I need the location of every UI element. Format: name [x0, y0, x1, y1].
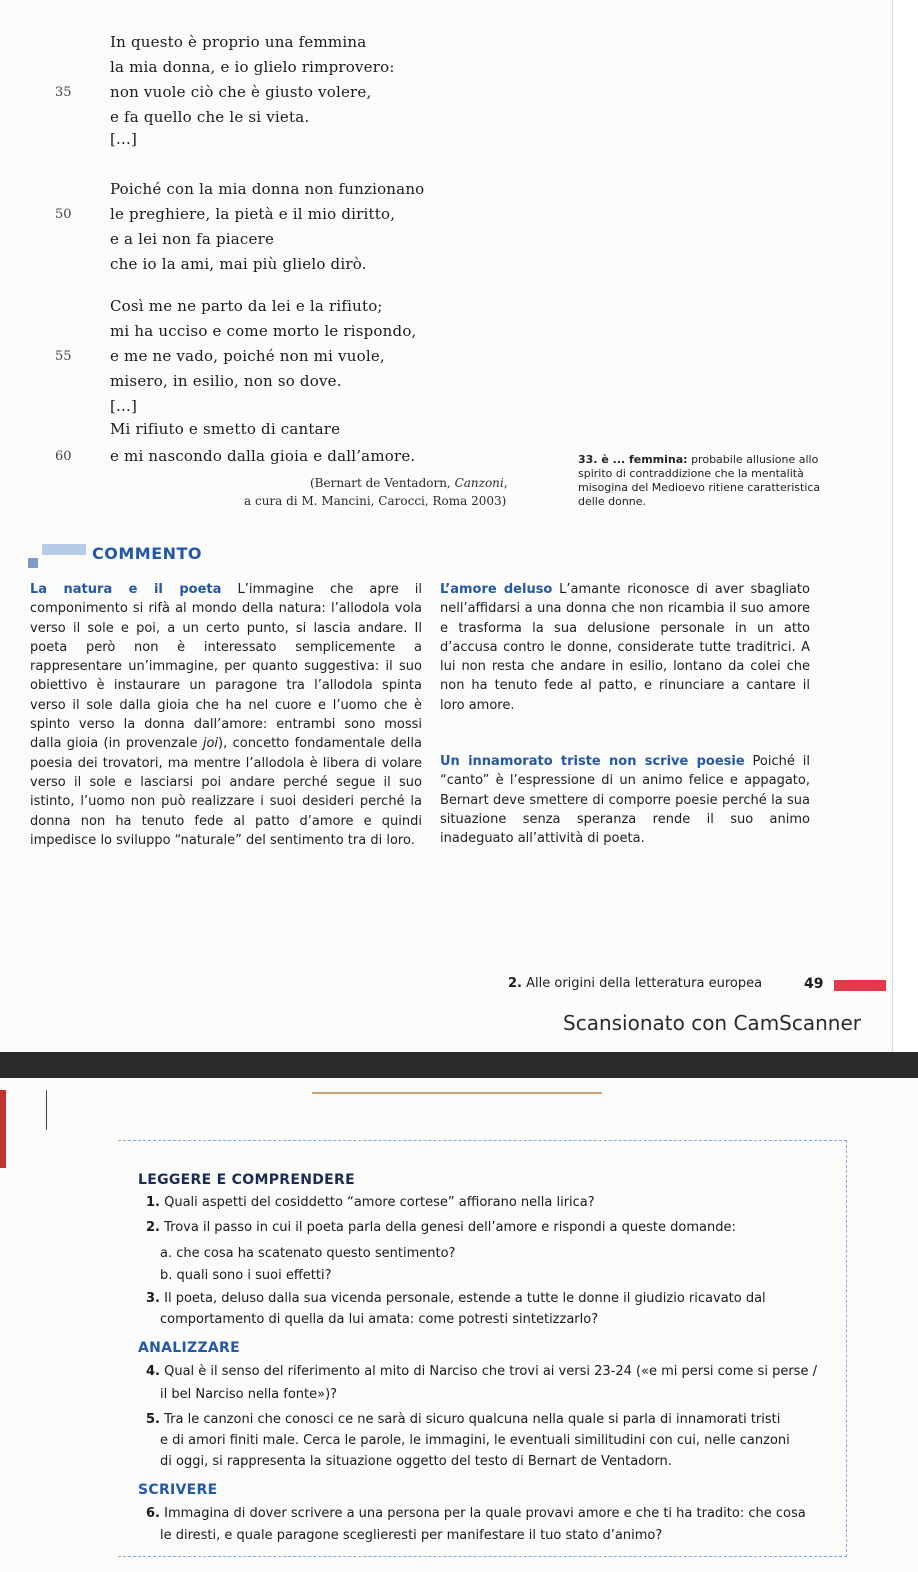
scan-gap: [0, 1052, 918, 1078]
page-number-bar: [834, 980, 886, 991]
section-leggere: LEGGERE E COMPRENDERE: [138, 1172, 355, 1188]
commento-left-column: La natura e il poeta L’immagine che apre il componimento si rifà al mondo della natura: l’allodola vola verso il sole e poi, a un certo punto, si lascia andare. Il poeta però non è interessato semplicemente a rappresentare un’immagine, per quanto suggestiva: il suo obiettivo è instaurare un paragone tra l’allodola spinta verso il sole dalla gioia che ha nel cuore e l’uomo che è spinto verso la donna dall’amore: entrambi sono mossi dalla gioia (in provenzale joi), concetto fondamentale della poesia dei trovatori, ma mentre l’allodola è libera di volare verso il sole e lasciarsi poi andare perché segue il suo istinto, l’uomo non può realizzare i suoi desideri perché la donna non ha tenuto fede al patto d’amore e quindi impedisce lo sviluppo “naturale” del sentimento tra di loro.: [30, 582, 422, 848]
page-top-rule: [312, 1092, 602, 1094]
question-5-cont-1: e di amori finiti male. Cerca le parole, le immagini, le eventuali similitudini con cui, nelle canzoni: [160, 1433, 790, 1448]
chapter-footer: 2. Alle origini della letteratura europea: [508, 976, 763, 991]
question-4: 4. Qual è il senso del riferimento al mito di Narciso che trovi ai versi 23-24 («e mi persi come si perse /: [146, 1364, 817, 1379]
poem-line: e fa quello che le si vieta.: [110, 108, 310, 126]
line-number: 60: [55, 449, 72, 464]
poem-line: [...]: [110, 397, 138, 415]
poem-line: che io la ami, mai più glielo dirò.: [110, 255, 367, 273]
question-3: 3. Il poeta, deluso dalla sua vicenda personale, estende a tutte le donne il giudizio ricavato dal: [146, 1291, 766, 1306]
commento-mark: [28, 558, 38, 568]
poem-line: misero, in esilio, non so dove.: [110, 372, 342, 390]
poem-line: mi ha ucciso e come morto le rispondo,: [110, 322, 417, 340]
page-number: 49: [804, 976, 824, 992]
page-edge-red: [0, 1090, 6, 1168]
poem-line: Mi rifiuto e smetto di cantare: [110, 420, 341, 438]
question-6-cont: le diresti, e quale paragone sceglieresti per manifestare il tuo stato d’animo?: [160, 1528, 663, 1543]
poem-line: non vuole ciò che è giusto volere,: [110, 83, 372, 101]
question-3-cont: comportamento di quella da lui amata: come potresti sintetizzarlo?: [160, 1312, 599, 1327]
question-5: 5. Tra le canzoni che conosci ce ne sarà di sicuro qualcuna nella quale si parla di innamorati tristi: [146, 1412, 781, 1427]
line-number: 55: [55, 349, 72, 364]
commento-right-column: L’amore deluso L’amante riconosce di aver sbagliato nell’affidarsi a una donna che non ricambia il suo amore e trasforma la sua delusione personale in un atto d’accusa contro le donne, considerate tutte traditrici. A lui non resta che andare in esilio, lontano da colei che non ha tenuto fede al patto, e rinunciare a cantare il loro amore. Un innamorato triste non scrive poesie Poiché il “canto” è l’espressione di un animo felice e appagato, Bernart deve smettere di comporre poesie perché la sua situazione senza speranza rende il suo animo inadeguato all’attività di poeta.: [440, 582, 810, 847]
poem-line: la mia donna, e io glielo rimprovero:: [110, 58, 395, 76]
poem-line: e a lei non fa piacere: [110, 230, 275, 248]
question-6: 6. Immagina di dover scrivere a una persona per la quale provavi amore e che ti ha tradito: che cosa: [146, 1506, 806, 1521]
poem-source-1: (Bernart de Ventadorn, Canzoni,: [310, 476, 508, 490]
page-edge: [892, 0, 918, 1052]
scanner-watermark: Scansionato con CamScanner: [563, 1011, 861, 1035]
line-number: 50: [55, 207, 72, 222]
poem-line: In questo è proprio una femmina: [110, 33, 367, 51]
poem-line: e mi nascondo dalla gioia e dall’amore.: [110, 447, 416, 465]
question-4-cont: il bel Narciso nella fonte»)?: [160, 1387, 338, 1402]
question-1: 1. Quali aspetti del cosiddetto “amore cortese” affiorano nella lirica?: [146, 1195, 595, 1210]
section-analizzare: ANALIZZARE: [138, 1340, 240, 1356]
commento-bar: [42, 544, 86, 555]
line-number: 35: [55, 85, 72, 100]
poem-line: [...]: [110, 130, 138, 148]
section-scrivere: SCRIVERE: [138, 1482, 218, 1498]
poem-line: le preghiere, la pietà e il mio diritto,: [110, 205, 396, 223]
poem-line: Poiché con la mia donna non funzionano: [110, 180, 425, 198]
question-2b: b. quali sono i suoi effetti?: [160, 1268, 332, 1283]
page-edge-line: [46, 1090, 47, 1130]
question-2: 2. Trova il passo in cui il poeta parla della genesi dell’amore e rispondi a queste domande:: [146, 1220, 736, 1235]
question-2a: a. che cosa ha scatenato questo sentimento?: [160, 1246, 456, 1261]
question-5-cont-2: di oggi, si rappresenta la situazione oggetto del testo di Bernart de Ventadorn.: [160, 1454, 672, 1469]
poem-line: e me ne vado, poiché non mi vuole,: [110, 347, 385, 365]
poem-source-2: a cura di M. Mancini, Carocci, Roma 2003): [244, 494, 507, 508]
commento-title: COMMENTO: [92, 544, 203, 563]
poem-line: Così me ne parto da lei e la rifiuto;: [110, 297, 383, 315]
footnote: 33. è ... femmina: probabile allusione allo spirito di contraddizione che la mentalità misogina del Medioevo ritiene caratteristica delle donne.: [578, 453, 821, 508]
